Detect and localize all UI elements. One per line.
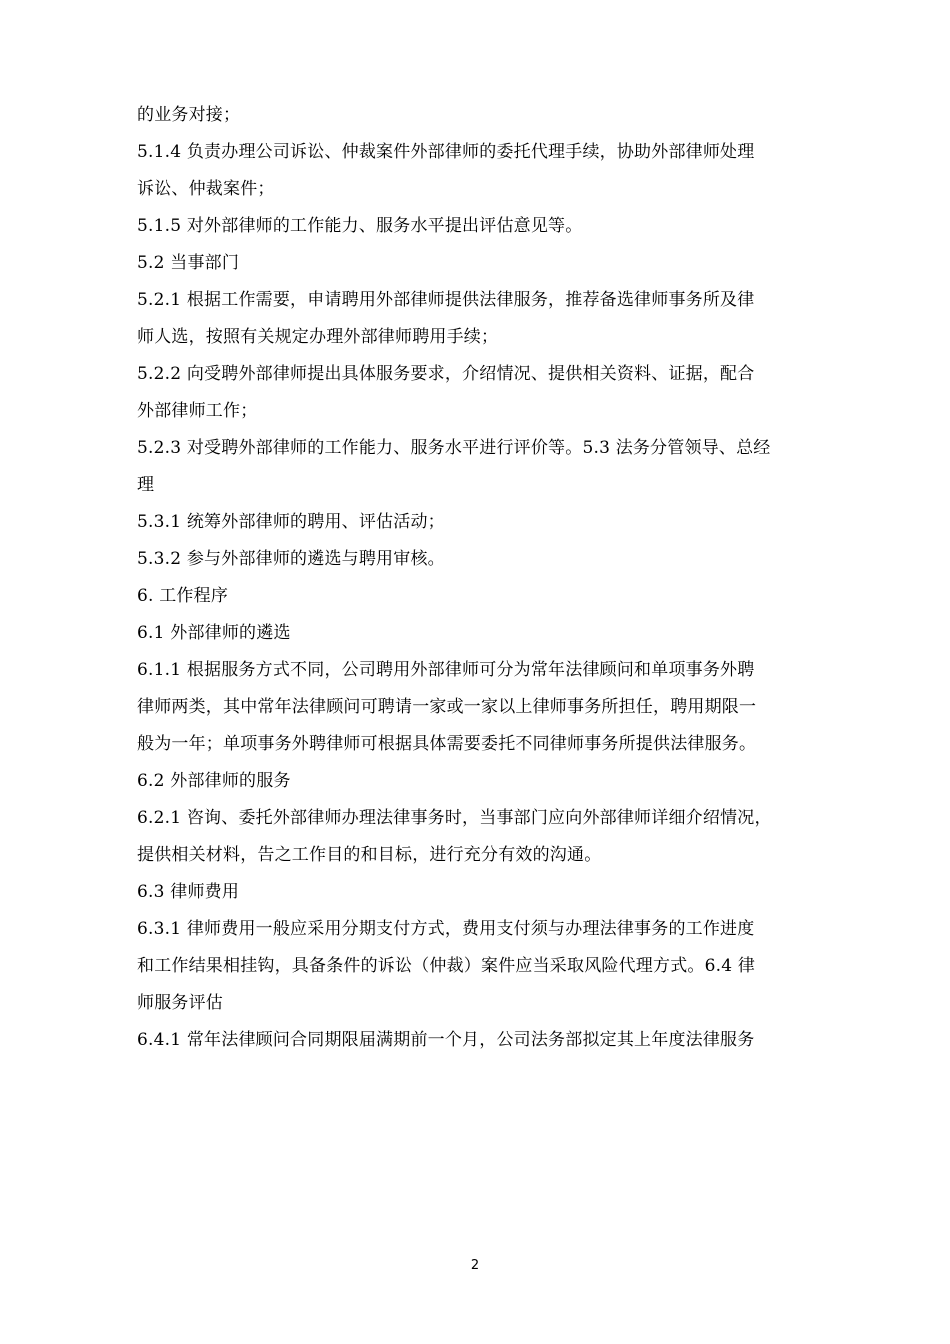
text-line: 律师两类，其中常年法律顾问可聘请一家或一家以上律师事务所担任，聘用期限一	[137, 697, 757, 717]
section-heading: 6.3 律师费用	[137, 882, 240, 902]
text-line: 6.1.1 根据服务方式不同，公司聘用外部律师可分为常年法律顾问和单项事务外聘	[137, 660, 755, 680]
text-line: 理	[137, 475, 155, 495]
text-line: 般为一年；单项事务外聘律师可根据具体需要委托不同律师事务所提供法律服务。	[137, 734, 757, 754]
text-line: 5.1.5 对外部律师的工作能力、服务水平提出评估意见等。	[137, 216, 583, 236]
text-line: 诉讼、仲裁案件；	[137, 179, 275, 199]
text-line: 和工作结果相挂钩，具备条件的诉讼（仲裁）案件应当采取风险代理方式。6.4 律	[137, 956, 756, 976]
section-heading: 6. 工作程序	[137, 586, 229, 606]
section-heading: 5.2 当事部门	[137, 253, 240, 273]
page-number: 2	[470, 1258, 480, 1273]
text-line: 外部律师工作；	[137, 401, 258, 421]
text-line: 6.3.1 律师费用一般应采用分期支付方式，费用支付须与办理法律事务的工作进度	[137, 919, 755, 939]
body-text	[137, 106, 837, 1068]
text-line: 5.2.3 对受聘外部律师的工作能力、服务水平进行评价等。5.3 法务分管领导、总经	[137, 438, 771, 458]
section-heading: 6.1 外部律师的遴选	[137, 623, 291, 643]
text-line: 6.4.1 常年法律顾问合同期限届满期前一个月，公司法务部拟定其上年度法律服务	[137, 1030, 755, 1050]
text-line: 提供相关材料，告之工作目的和目标，进行充分有效的沟通。	[137, 845, 602, 865]
text-line: 5.2.1 根据工作需要，申请聘用外部律师提供法律服务，推荐备选律师事务所及律	[137, 290, 755, 310]
text-line: 师服务评估	[137, 993, 223, 1013]
text-line: 5.3.1 统筹外部律师的聘用、评估活动；	[137, 512, 445, 532]
text-line: 6.2.1 咨询、委托外部律师办理法律事务时，当事部门应向外部律师详细介绍情况，	[137, 808, 772, 828]
text-line: 的业务对接；	[137, 105, 241, 125]
text-line: 5.3.2 参与外部律师的遴选与聘用审核。	[137, 549, 445, 569]
text-line: 师人选，按照有关规定办理外部律师聘用手续；	[137, 327, 499, 347]
section-heading: 6.2 外部律师的服务	[137, 771, 291, 791]
text-line: 5.2.2 向受聘外部律师提出具体服务要求，介绍情况、提供相关资料、证据，配合	[137, 364, 755, 384]
text-line: 5.1.4 负责办理公司诉讼、仲裁案件外部律师的委托代理手续，协助外部律师处理	[137, 142, 755, 162]
